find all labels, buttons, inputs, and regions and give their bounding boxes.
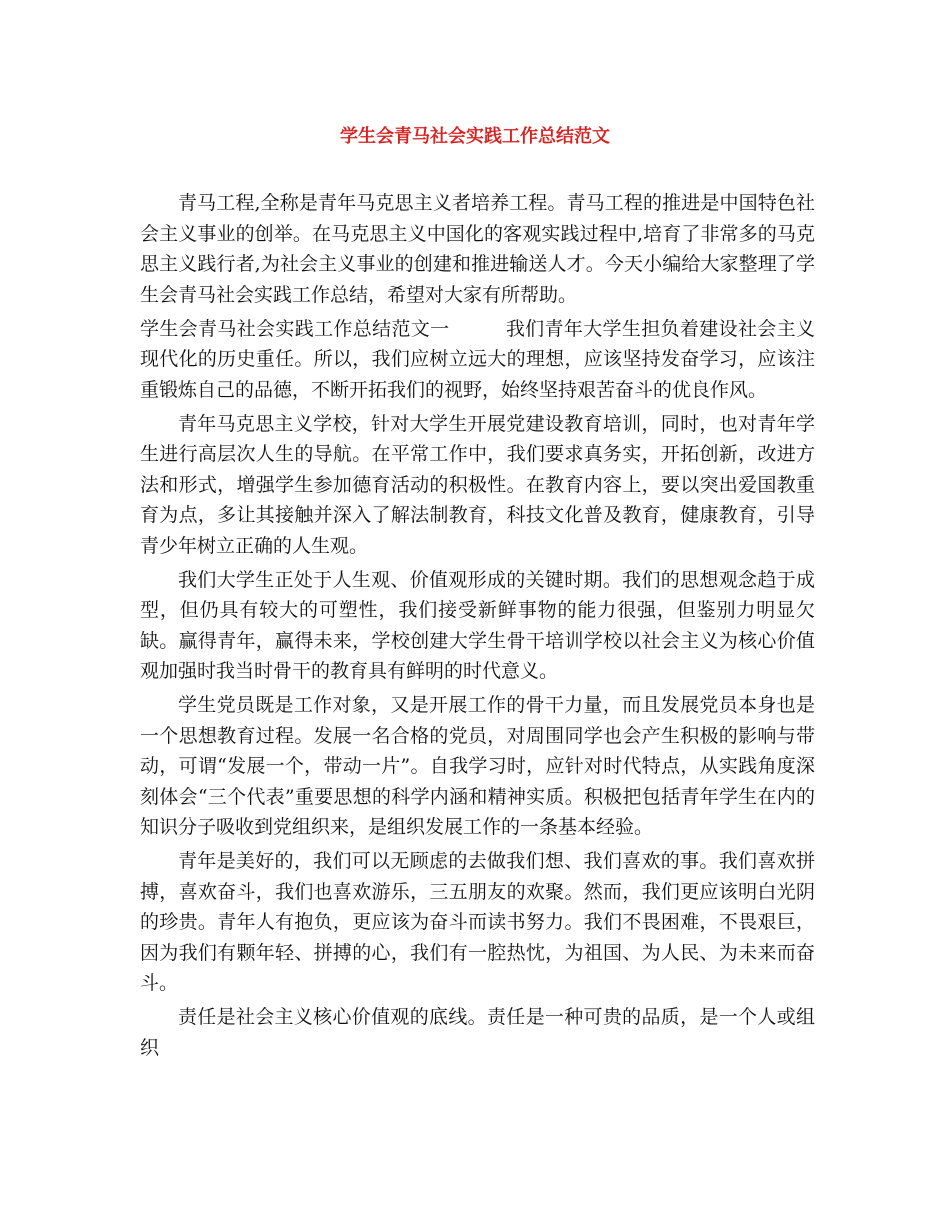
intro-paragraph: 青马工程,全称是青年马克思主义者培养工程。青马工程的推进是中国特色社会主义事业的创举。在马克思主义中国化的客观实践过程中,培育了非常多的马克思主义践行者,为社会主义事业的创建和推进输送人才。今天小编给大家整理了学生会青马社会实践工作总结，希望对大家有所帮助。 (140, 192, 815, 306)
document-body (140, 188, 815, 1067)
document-title: 学生会青马社会实践工作总结范文 (340, 126, 610, 147)
section-paragraph (140, 314, 815, 406)
section-heading: 学生会青马社会实践工作总结范文一 (140, 317, 450, 340)
body-paragraph-3: 学生党员既是工作对象，又是开展工作的骨干力量，而且发展党员本身也是一个思想教育过程。发展一名合格的党员，对周围同学也会产生积极的影响与带动，可谓“发展一个，带动一片”。自我学习时，应针对时代特点，从实践角度深刻体会“三个代表”重要思想的科学内涵和精神实质。积极把包括青年学生在内的知识分子吸收到党组织来，是组织发展工作的一条基本经验。 (140, 694, 815, 838)
body-paragraph-4: 青年是美好的，我们可以无顾虑的去做我们想、我们喜欢的事。我们喜欢拼搏，喜欢奋斗，我们也喜欢游乐，三五朋友的欢聚。然而，我们更应该明白光阴的珍贵。青年人有抱负，更应该为奋斗而读书努力。我们不畏困难，不畏艰巨，因为我们有颗年轻、拼搏的心，我们有一腔热忱，为祖国、为人民、为未来而奋斗。 (140, 850, 815, 994)
body-paragraph-2: 我们大学生正处于人生观、价值观形成的关键时期。我们的思想观念趋于成型，但仍具有较大的可塑性，我们接受新鲜事物的能力很强，但鉴别力明显欠缺。赢得青年，赢得未来，学校创建大学生骨干培训学校以社会主义为核心价值观加强时我当时骨干的教育具有鲜明的时代意义。 (140, 568, 815, 682)
body-paragraph-5: 责任是社会主义核心价值观的底线。责任是一种可贵的品质，是一个人或组织 (140, 1006, 815, 1059)
section-first-text: 我们青年大学生担负着建设社会主义现代化的历史重任。所以，我们应树立远大的理想，应该坚持发奋学习，应该注重锻炼自己的品德，不断开拓我们的视野，始终坚持艰苦奋斗的优良作风。 (140, 317, 815, 401)
body-paragraph-1: 青年马克思主义学校，针对大学生开展党建设教育培训，同时，也对青年学生进行高层次人生的导航。在平常工作中，我们要求真务实，开拓创新，改进方法和形式，增强学生参加德育活动的积极性。在教育内容上，要以突出爱国教重育为点，多让其接触并深入了解法制教育，科技文化普及教育，健康教育，引导青少年树立正确的人生观。 (140, 412, 815, 557)
